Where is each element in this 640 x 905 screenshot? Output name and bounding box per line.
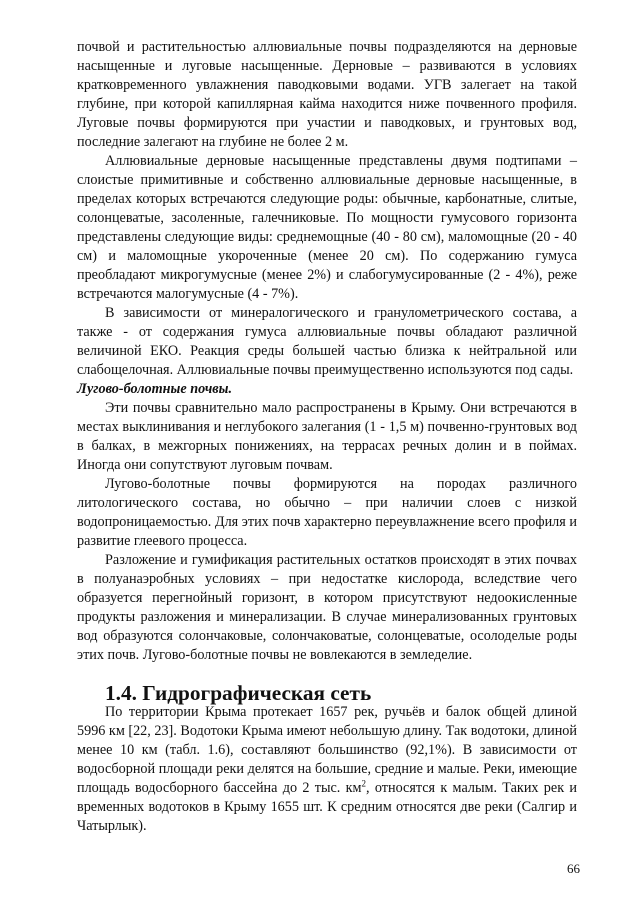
paragraph-meadow-bog-formation: Лугово-болотные почвы формируются на породах различного литологического состава, но обычно – при наличии слоев с низкой водопроницаемостью. Для этих почв характерно переувлажнение всего профиля и развитие глеевого процесса. (77, 476, 577, 549)
paragraph-alluvial-sod-subtypes: Аллювиальные дерновые насыщенные представлены двумя подтипами – слоистые примитивные и собственно аллювиальные дерновые насыщенные, в пределах которых встречаются следующие роды: обычные, карбонатные, слитые, солонцеватые, засоленные, галечниковые. По мощности гумусового горизонта представлены следующие виды: среднемощные (40 - 80 см), маломощные (20 - 40 см) и маломощные укороченные (менее 20 см). По содержанию гумуса преобладают микрогумусные (менее 2%) и слабогумусированные (2 - 4%), реже встречаются малогумусные (4 - 7%). (77, 153, 577, 302)
paragraph-humification: Разложение и гумификация растительных остатков происходят в этих почвах в полуанаэробных условиях – при недостатке кислорода, вследствие чего образуется перегнойный горизонт, в котором присутствуют недоокисленные продукты разложения и минерализации. В случае минерализованных грунтовых вод образуются солончаковые, солончаковатые, солонцеватые, осолоделые роды этих почв. Лугово-болотные почвы не вовлекаются в земледелие. (77, 552, 577, 663)
superscript-squared: 2 (361, 778, 367, 789)
body-text (77, 38, 577, 836)
section-title-hydrographic-network: 1.4. Гидрографическая сеть (105, 681, 372, 705)
paragraph-alluvial-subdivision: почвой и растительностью аллювиальные почвы подразделяются на дерновые насыщенные и луговые насыщенные. Дерновые – развиваются в условиях кратковременного увлажнения паводковыми водами. УГВ залегает на такой глубине, при которой капиллярная кайма находится ниже почвенного профиля. Луговые почвы формируются при участии и паводковых, и грунтовых вод, последние залегают на глубине не более 2 м. (77, 39, 577, 150)
paragraph-rivers-part-a: По территории Крыма протекает 1657 рек, ручьёв и балок общей длиной 5996 км [22, 23]. Водотоки Крыма имеют небольшую длину. Так водотоки, длиной менее 10 км (табл. 1.6), составляют большинство (92,1%). В зависимости от водосборной площади реки делятся на большие, средние и малые. Реки, имеющие площадь водосборного бассейна до 2 тыс. км (77, 704, 577, 796)
paragraph-rivers-part-b: , относятся к малым. Таких рек и временных водотоков в Крыму 1655 шт. К средним относятся две реки (Салгир и Чатырлык). (77, 780, 577, 834)
subheading-meadow-bog-soils: Лугово-болотные почвы. (77, 381, 233, 397)
paragraph-meadow-bog-distribution: Эти почвы сравнительно мало распространены в Крыму. Они встречаются в местах выклинивания и неглубокого залегания (1 - 1,5 м) почвенно-грунтовых вод в балках, в межгорных понижениях, на террасах речных долин и в поймах. Иногда они сопутствуют луговым почвам. (77, 400, 577, 473)
paragraph-alluvial-cec: В зависимости от минералогического и гранулометрического состава, а также - от содержания гумуса аллювиальные почвы обладают различной величиной ЕКО. Реакция среды большей частью близка к нейтральной или слабощелочная. Аллювиальные почвы преимущественно используются под сады. (77, 305, 577, 378)
page-number: 66 (567, 861, 580, 876)
paragraph-rivers (77, 703, 577, 836)
